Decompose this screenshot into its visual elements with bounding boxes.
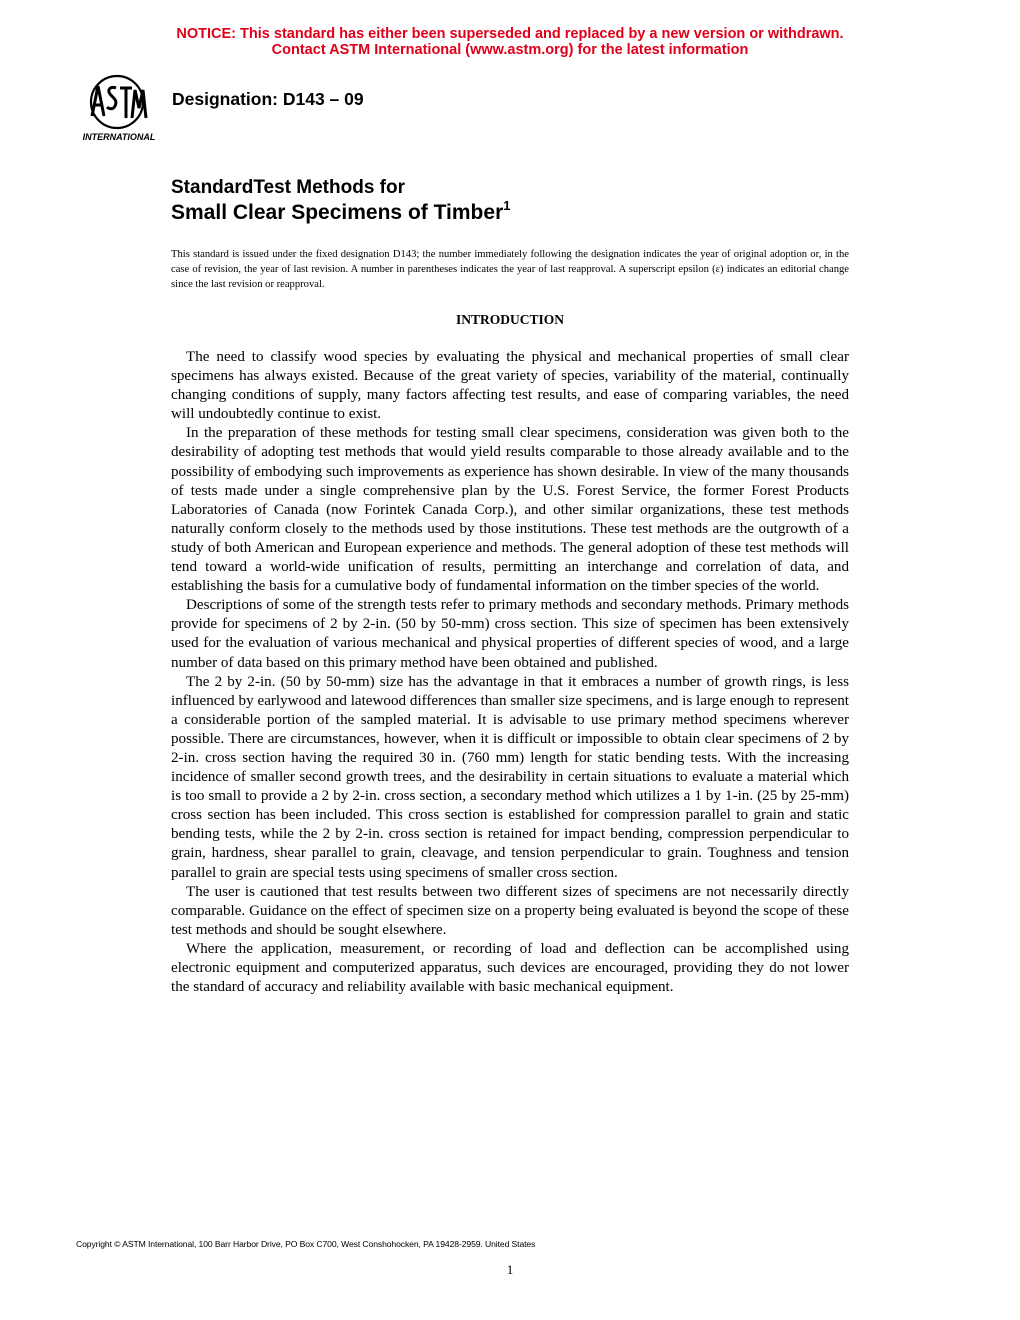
introduction-heading: INTRODUCTION: [455, 312, 564, 327]
withdrawal-notice: [0, 26, 1020, 58]
intro-paragraph-6: Where the application, measurement, or recording of load and deflection can be accomplished using electronic equipment and computerized apparatus, such devices are encouraged, providing they do not lower the standard of accuracy and reliability available with basic mechanical equipment.: [171, 940, 849, 996]
title-line-1: StandardTest Methods for: [171, 177, 405, 198]
page-number: 1: [506, 1262, 514, 1277]
issued-note: This standard is issued under the fixed designation D143; the number immediately following the designation indicates the year of original adoption or, in the case of revision, the year of last revision. A number in parentheses indicates the year of last reapproval. A superscript epsilon (ε) indicates an editorial change since the last revision or reapproval.: [171, 249, 849, 290]
astm-logo: [76, 72, 162, 144]
intro-paragraph-3: Descriptions of some of the strength tests refer to primary methods and secondary methods. Primary methods provide for specimens of 2 by 2-in. (50 by 50-mm) cross section. This size of specimen has been extensively used for the evaluation of various mechanical and physical properties of different species of wood, and a large number of data based on this primary method have been obtained and published.: [171, 597, 849, 671]
intro-paragraph-4: The 2 by 2-in. (50 by 50-mm) size has the advantage in that it embraces a number of growth rings, is less influenced by earlywood and latewood differences than smaller size specimens, and is large enough to represent a considerable portion of the sampled material. It is advisable to use primary method specimens wherever possible. There are circumstances, however, when it is difficult or impossible to obtain clear specimens of 2 by 2-in. cross section having the required 30 in. (760 mm) length for static bending tests. With the increasing incidence of smaller second growth trees, and the desirability in certain situations to evaluate a material which is too small to provide a 2 by 2-in. cross section, a secondary method which utilizes a 1 by 1-in. (25 by 25-mm) cross section has been included. This cross section is established for compression parallel to grain and static bending tests, while the 2 by 2-in. cross section is retained for impact bending, compression perpendicular to grain, hardness, shear parallel to grain, cleavage, and tension perpendicular to grain. Toughness and tension parallel to grain are special tests using specimens of smaller cross section.: [171, 673, 849, 881]
document-title: [171, 175, 510, 225]
designation: Designation: D143 – 09: [172, 89, 364, 109]
title-line-2-text: Small Clear Specimens of Timber: [171, 201, 504, 224]
notice-line-1: NOTICE: This standard has either been superseded and replaced by a new version or withdrawn.: [176, 26, 844, 42]
intro-paragraph-2: In the preparation of these methods for testing small clear specimens, consideration was given both to the desirability of adopting test methods that would yield results comparable to those already available and to the possibility of embodying such improvements as experience has shown desirable. In view of the many thousands of tests made under a single comprehensive plan by the U.S. Forest Service, the former Forest Products Laboratories of Canada (now Forintek Canada Corp.), and other similar organizations, these test methods naturally conform closely to the methods used by those institutions. These test methods are the outgrowth of a study of both American and European experience and methods. The general adoption of these test methods will tend toward a world-wide unification of results, permitting an interchange and correlation of data, and establishing the basis for a cumulative body of fundamental information on the timber species of the world.: [171, 425, 849, 595]
introduction-body: [171, 348, 849, 997]
logo-label: INTERNATIONAL: [82, 132, 156, 142]
copyright-footer: Copyright © ASTM International, 100 Barr Harbor Drive, PO Box C700, West Conshohocken, PA 19428-2959. United States: [76, 1239, 536, 1249]
intro-paragraph-5: The user is cautioned that test results between two different sizes of specimens are not necessarily directly comparable. Guidance on the effect of specimen size on a property being evaluated is beyond the scope of these test methods and should be sought elsewhere.: [171, 883, 849, 938]
notice-line-2: Contact ASTM International (www.astm.org) for the latest information: [271, 42, 749, 58]
astm-logo-icon: [76, 72, 162, 144]
intro-paragraph-1: The need to classify wood species by evaluating the physical and mechanical properties of small clear specimens has always existed. Because of the great variety of species, variability of the material, continually changing conditions of supply, many factors affecting test results, and ease of comparing variables, the need will undoubtedly continue to exist.: [171, 349, 849, 423]
title-footnote-mark: 1: [503, 198, 511, 213]
title-line-2: [171, 200, 510, 225]
